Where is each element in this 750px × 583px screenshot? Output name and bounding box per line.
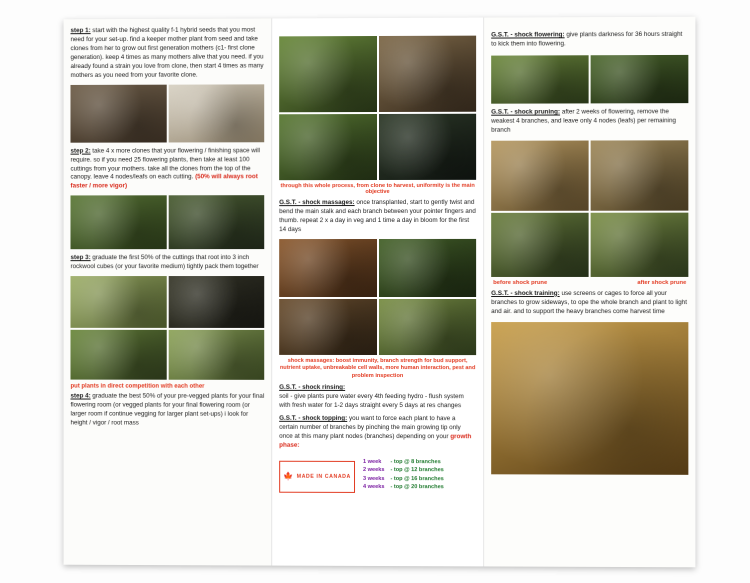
training-heading: G.S.T. - shock training: (491, 289, 560, 297)
right-photos-row-3 (491, 212, 688, 276)
step4-paragraph (70, 393, 264, 429)
flower-room-photo (491, 55, 588, 103)
plant-top-photo (279, 36, 376, 112)
flowering-heading: G.S.T. - shock flowering: (491, 31, 565, 39)
soil-hand-photo (70, 84, 166, 142)
left-photos-row-2 (70, 195, 264, 249)
made-in-canada-stamp (279, 461, 355, 493)
branch-bend-photo (279, 239, 376, 297)
topping-heading: G.S.T. - shock topping: (279, 415, 348, 423)
week-1: 1 week (363, 458, 382, 465)
topping-schedule (363, 458, 444, 492)
step1-paragraph (70, 26, 264, 80)
after-prune-label: after shock prune (637, 279, 687, 286)
step1-heading: step 1: (70, 27, 91, 35)
maple-leaf-icon: 🍁 (283, 472, 294, 482)
branches-3: - top @ 16 branches (390, 475, 444, 482)
step2-body: take 4 x more clones that your flowering / finishing space will require. so if you need 25 flowering plants, then take at least 100 cuttings from your mothers. take all the clones from the top of the canopy. leave 4 nodes/leafs on each cutting. (70, 146, 260, 181)
panel-left (64, 18, 273, 565)
massage-paragraph (279, 199, 476, 235)
trimmed-plant-photo (591, 212, 689, 276)
grow-room-worker-photo (168, 195, 264, 249)
stem-twist-photo (378, 239, 476, 297)
step1-body: start with the highest quality f-1 hybrid seeds that you most need for your set-up. find a keeper mother plant from seed and take clones from her to grow out first generation mothers (c1- first clone generation). keep 4 times as many mothers alive that you need. if you already found a strain you love from clone, then start 4 times as many mothers as you need from your favorite clone. (70, 26, 264, 79)
right-photos-row-2 (491, 140, 688, 211)
training-body: use screens or cages to force all your branches to grow sideways, to ope the whole branch and plant to light and air. and to support the heavy branches come harvest time (491, 289, 687, 315)
tray-grid-photo (378, 114, 476, 180)
left-photos-row-1 (70, 84, 264, 142)
massage-benefits-caption: shock massages: boost immunity, branch strength for bud support, nutrient uptake, unbreakable cell walls, more human interaction, pest and problem inspection (279, 357, 476, 379)
plant-table-photo (378, 36, 476, 112)
uniformity-banner: through this whole process, from clone to harvest, uniformity is the main objective (280, 182, 475, 196)
panel-right (484, 17, 695, 568)
plant-row-photo (279, 299, 376, 355)
mid-photos-row-3 (279, 239, 476, 297)
topping-paragraph (279, 415, 476, 451)
flowering-body: give plants darkness for 36 hours straight to kick them into flowering. (491, 30, 683, 48)
pruning-paragraph (491, 108, 688, 135)
before-prune-label: before shock prune (493, 279, 548, 286)
pruning-hand-photo (491, 212, 588, 276)
pruning-body: after 2 weeks of flowering, remove the weakest 4 branches, and leave only 4 nodes (leafs) per remaining branch (491, 108, 677, 134)
week-4: 4 weeks (363, 484, 385, 491)
step3-heading: step 3: (70, 254, 91, 262)
flowering-room-photo (491, 322, 688, 475)
rinsing-paragraph (279, 384, 476, 411)
weeks-column (363, 458, 384, 492)
week-3: 3 weeks (363, 475, 385, 482)
growth-phase-emphasis: growth phase: (279, 433, 472, 449)
step2-heading: step 2: (70, 147, 91, 155)
stalk-photo (378, 299, 476, 355)
step4-heading: step 4: (70, 392, 91, 400)
training-paragraph (491, 290, 688, 317)
rinsing-body: soil - give plants pure water every 4th feeding hydro - flush system with fresh water for 1-2 days straight every 5 days at res changes (279, 393, 464, 410)
brochure-sheet (64, 17, 696, 568)
transplant-photo (279, 114, 376, 180)
step2-highlight: (50% will always root faster / more vigor) (70, 173, 258, 190)
panel-mid (272, 18, 484, 567)
step2-paragraph (70, 147, 264, 192)
right-photos-row-1 (491, 55, 688, 104)
plant-closeup-photo (591, 55, 689, 103)
step4-body: graduate the best 50% of your pre-vegged plants for your final flowering room (or vegged plants for your final flowering room (or larger room if continue vegging for larger plant set-ups) i look for height / vigor / root mass (70, 392, 265, 427)
mid-photos-row-4 (279, 299, 476, 355)
prune-labels (493, 280, 686, 286)
branches-column (390, 458, 443, 492)
dried-branch-photo (491, 140, 588, 210)
root-cutting-photo (168, 84, 264, 142)
step3-body: graduate the first 50% of the cuttings that root into 3 inch rockwool cubes (or your favorite medium) tightly pack them together (70, 254, 259, 271)
branches-2: - top @ 12 branches (390, 467, 444, 474)
rockwool-tray-photo (70, 276, 166, 328)
flowering-paragraph (491, 31, 688, 50)
branches-4: - top @ 20 branches (390, 484, 444, 491)
pruned-branch-photo (591, 140, 689, 210)
topping-body: you want to force each plant to have a certain number of branches by pinching the main growing tip only once at this many plant nodes (branches) depending on your (279, 415, 461, 441)
week-2: 2 weeks (363, 467, 385, 474)
rinsing-heading: G.S.T. - shock rinsing: (279, 384, 346, 392)
stamp-label: MADE IN CANADA (296, 473, 351, 480)
branches-1: - top @ 8 branches (390, 458, 441, 466)
left-photos-row-4 (70, 330, 264, 380)
pruning-heading: G.S.T. - shock pruning: (491, 108, 561, 116)
step3-paragraph (70, 254, 264, 272)
seedling-tray-photo (70, 330, 166, 380)
massage-heading: G.S.T. - shock massages: (279, 199, 355, 207)
left-photos-row-3 (70, 276, 264, 328)
clone-tray-photo (168, 330, 264, 380)
mid-photos-row-1 (279, 36, 476, 113)
mid-photos-row-2 (279, 114, 476, 180)
competition-caption: put plants in direct competition with each other (70, 383, 205, 390)
canopy-clone-photo (70, 196, 166, 250)
massage-body: once transplanted, start to gently twist and bend the main stalk and each branch between your pointer fingers and thumb. repeat 2 x a day in veg and 1 time a day in bloom for the first 14 days (279, 198, 476, 233)
dark-tray-photo (168, 276, 264, 328)
